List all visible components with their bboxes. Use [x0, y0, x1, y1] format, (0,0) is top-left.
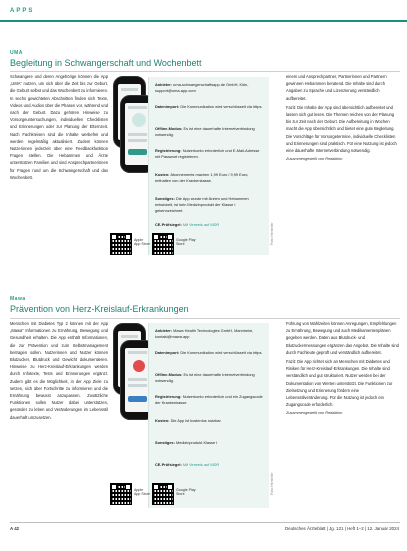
qr-code-apple[interactable] — [110, 483, 132, 505]
heart-icon — [133, 360, 145, 372]
article2-infobox — [148, 323, 269, 508]
section-tag: APPS — [10, 8, 35, 14]
ui-bar — [128, 384, 147, 387]
article1-phone-front-screen — [125, 103, 150, 165]
ui-bar — [128, 133, 147, 136]
article2-body-left-text: Menschen mit Diabetes Typ 2 können mit der App „Mawa“ Informationen zu Ernährung, Bewegung und Gesundheit erhalten. Die App enthält Informationen, die zur Prävention und zum Selbstmanagement beitragen sollen. Nutzerinnen und Nutzer können Blutzucker, Blutdruck und Gewicht dokumentieren. Hinweise zu Herz-Kreislauf-Erkrankungen werden durch Infotexte, Tests und Erinnerungen ergänzt. Zudem gibt es die Möglichkeit, in der App Ziele zu setzen, sich über Fortschritte zu informieren und die Ernährung bewusst anzupassen. Zusätzliche Funktionen sollen Nutzer dabei unterstützen, gesünder zu leben und Veränderungen im Lebensstil dauerhaft umzusetzen. — [10, 321, 108, 420]
article1-source: Zusammengestellt von Redaktion — [286, 157, 343, 162]
info-data: Datenimport: Die Kommunikation wird verschlüsselt via https. — [155, 104, 263, 109]
page-number: A 42 — [10, 526, 20, 531]
qr-code-apple[interactable] — [110, 233, 132, 255]
photo-credit: Foto: Hersteller — [270, 222, 274, 245]
baby-illustration — [132, 113, 146, 127]
article1-rule — [10, 71, 400, 72]
ui-bar — [128, 378, 147, 381]
article2-body-left — [10, 320, 108, 516]
store-label-apple: Apple App Store — [134, 238, 150, 247]
info-registration: Registrierung: Nutzerkonto erforderlich und ein Zugangscode der Krankenkasse. — [155, 394, 263, 405]
article2-body-right-text1: Führung von Mahlzeiten können Anregungen, Empfehlungen zu Ernährung, Bewegung und auch Medikamentenplänen gegeben werden. Daten aus Blutdruck- und Blutzuckermessungen ergänzen das Angebot. Die Inhalte sind durch Fachleute geprüft und verständlich aufbereitet. — [286, 321, 399, 355]
ui-button — [128, 396, 147, 402]
article1-body-right-text1: einem und Ansprechpartner, Partnerinnen und Partnern gewinnen Hebammen beratend. Die Inhalte sind durch Angaben zu Sprache und Lizenzierung verständlich aufbereitet. — [286, 74, 387, 101]
store-label-apple: Apple App Store — [134, 488, 150, 497]
info-offline: Offline-Modus: Es ist eine dauerhafte Internetverbindung notwendig. — [155, 126, 255, 137]
qr-code-google[interactable] — [152, 233, 174, 255]
info-other: Sonstiges: Medizinprodukt Klasse I — [155, 440, 218, 445]
ui-bar — [121, 88, 138, 91]
article2-body-right — [286, 320, 400, 516]
footer-rule — [10, 522, 400, 523]
info-registration: Registrierung: Nutzerkonto erforderlich und E-Mail-Adresse mit Passwort registrieren. — [155, 148, 260, 159]
top-rule — [0, 20, 407, 22]
article1-body-left-text: Schwangere und deren Angehörige können die App „UMA“ nutzen, um sich über die Zeit bis zur Geburt, die Geburt selbst und das Wochenbett zu informieren. In sechs gewichteten Abschnitten finden sich Texte, Videos und Audios über die Phasen vor, während und nach der Geburt. Dazu gehören Hinweise zu Vorsorgeuntersuchungen, individuellen Checklisten und Erinnerungen oder zur Planung der Elternzeit. Nach Fachkreisen sind die Inhalte werbefrei und werden regelmäßig aktualisiert. Zudem können Nutzerinnen jederzeit über eine Feedbackfunktion Fragen stellen. Die Hebammen und Ärzte unterstützen Familien und sind Ansprechpartnerinnen für Fragen rund um die Schwangerschaft und das Wochenbett. — [10, 74, 108, 180]
qr-code-google[interactable] — [152, 483, 174, 505]
ui-bar — [128, 351, 147, 354]
journal-citation: Deutsches Ärzteblatt | Jg. 121 | Heft 1–2 | 12. Januar 2024 — [285, 526, 399, 531]
info-other: Sonstiges: Die App wurde mit Ärzten und Hebammen entwickelt, ist kein Medizinprodukt der Klasse I gekennzeichnet. — [155, 196, 249, 213]
info-costs: Kosten: Die App ist kostenlos nutzbar. — [155, 418, 222, 423]
info-costs: Kosten: Abonnements machen 1,99 Euro / 9,99 Euro, enthalten von der Krankenkasse. — [155, 172, 249, 183]
article2-title: Prävention von Herz-Kreislauf-Erkrankungen — [10, 304, 189, 314]
info-ce: CE-Prüfsiegel: Mit Verweis auf MDR — [155, 462, 220, 467]
article2-source: Zusammengestellt von Redaktion — [286, 411, 343, 416]
info-provider: Anbieter: Mawa Health Technologies GmbH, Mannheim, kontakt@mawa.app — [155, 328, 254, 339]
ui-button — [128, 149, 147, 155]
article2-rule — [10, 318, 400, 319]
article1-body-left — [10, 73, 108, 255]
ui-bar — [121, 335, 138, 338]
photo-credit: Foto: Hersteller — [270, 472, 274, 495]
info-data: Datenimport: Die Kommunikation wird verschlüsselt via https. — [155, 350, 263, 355]
article1-body-right-text2: Fazit: Die Inhalte der App sind übersichtlich aufbereitet und lassen sich gut lesen. Die Themen reichen von der Planung bis zur Zeit nach der Geburt. Die Aufbereitung in Wochen macht die App übersichtlich und bietet eine gute Begleitung. Die Vorschläge für Vorsorgetermine, individuelle Checklisten und Erinnerungen sind praktisch. Für eine Nutzung ist jedoch eine dauerhafte Internetverbindung notwendig. — [286, 104, 397, 154]
info-provider: Anbieter: uma-schwangerschaftsapp.de GmbH, Köln, support@uma-app.com — [155, 82, 249, 93]
article1-title: Begleitung in Schwangerschaft und Wochenbett — [10, 58, 202, 68]
store-label-google: Google Play Store — [176, 488, 196, 497]
ui-bar — [128, 139, 147, 142]
article1-infobox — [148, 77, 269, 255]
article2-body-right-text2: Fazit: Die App richtet sich an Menschen mit Diabetes und Risiken für Herz-Kreislauf-Erkrankungen. Die Inhalte sind verständlich und gut strukturiert. Nutzer werden bei der Dokumentation von Werten unterstützt. Die Funktionen zur Zielsetzung und Erinnerung fördern eine Lebensstilveränderung. Für die Nutzung ist jedoch ein Zugangscode erforderlich. — [286, 359, 393, 408]
article1-kicker: UMA — [10, 50, 23, 56]
article2-phone-front-screen — [125, 348, 150, 412]
info-ce: CE-Prüfsiegel: Mit Verweis auf MDR — [155, 222, 220, 227]
info-offline: Offline-Modus: Es ist eine dauerhafte Internetverbindung notwendig. — [155, 372, 255, 383]
article2-kicker: Mawa — [10, 296, 26, 302]
article1-body-right — [286, 73, 400, 255]
store-label-google: Google Play Store — [176, 238, 196, 247]
ui-bar — [128, 106, 147, 109]
